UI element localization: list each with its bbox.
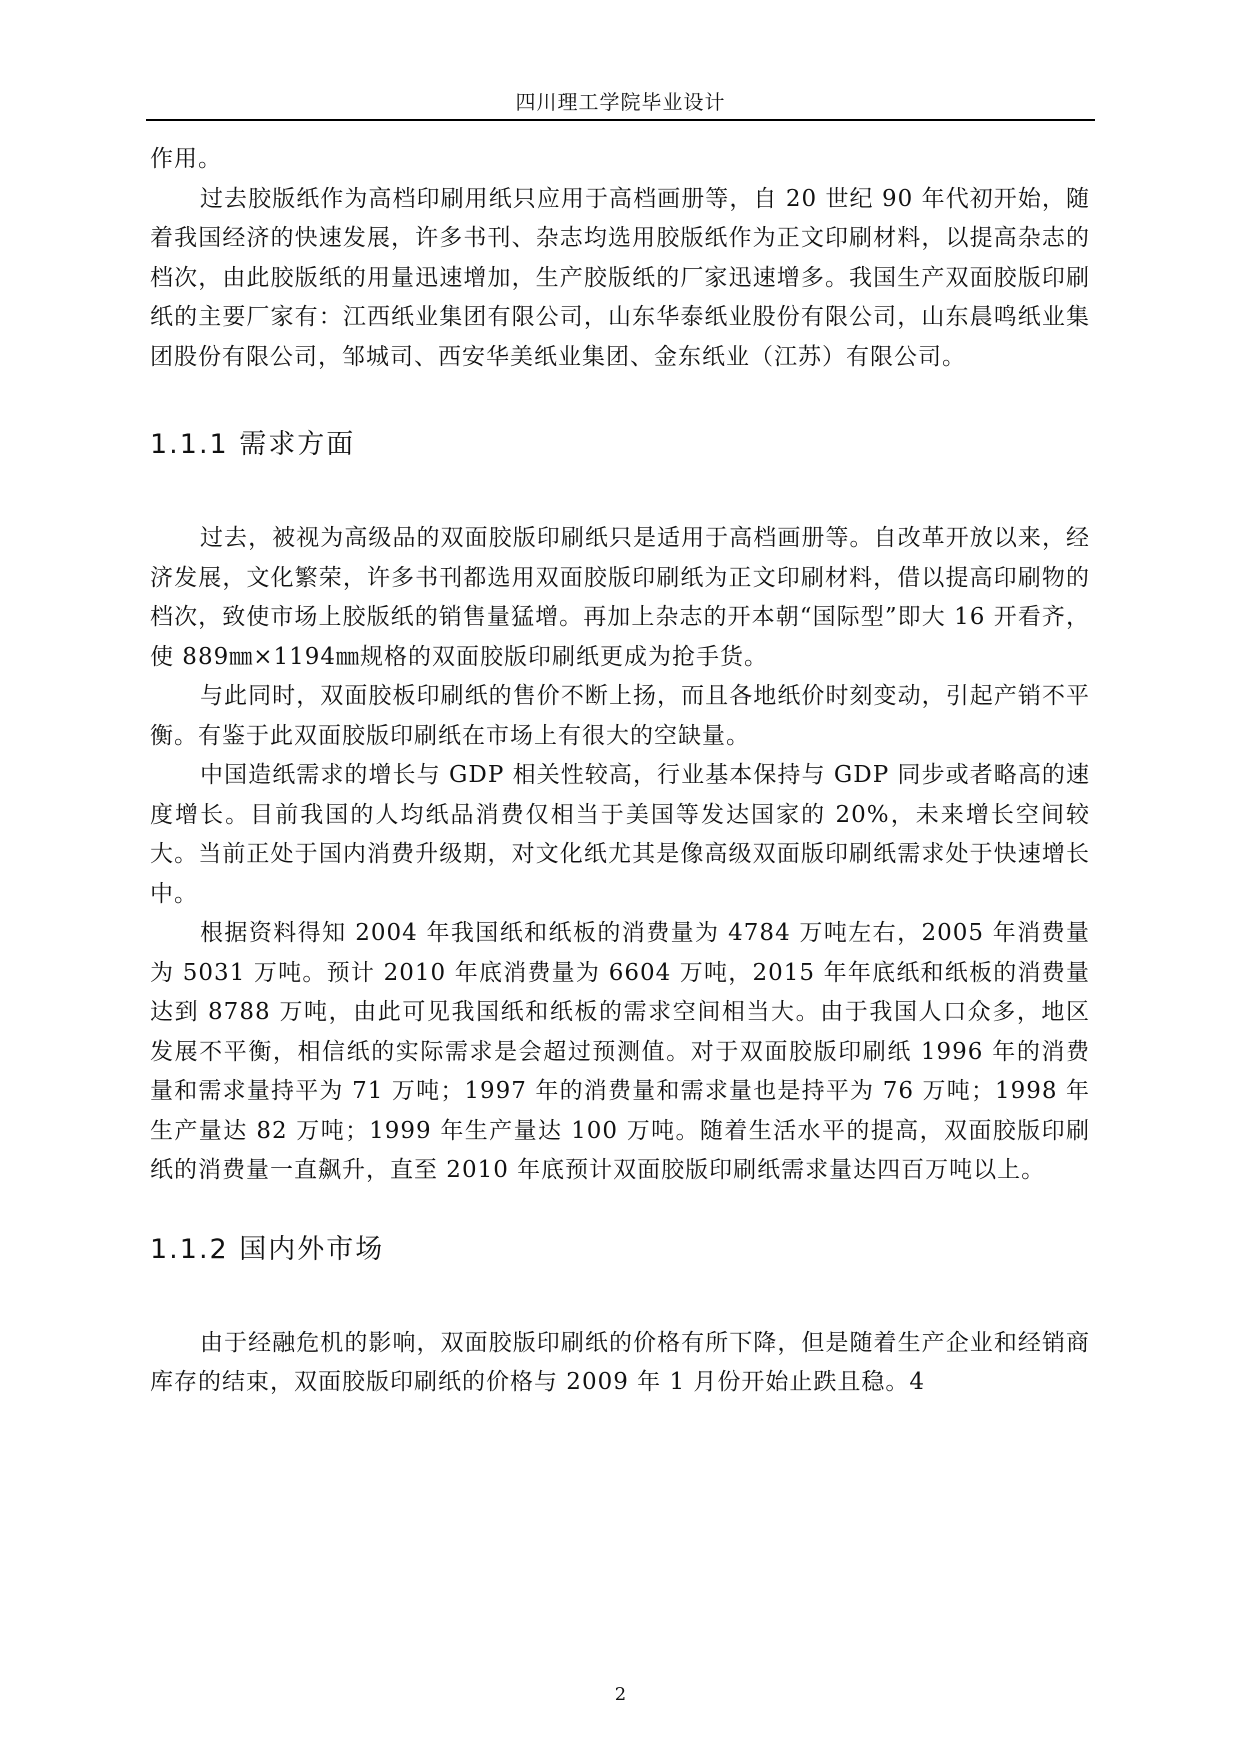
page-header-title: 四川理工学院毕业设计 [515, 90, 726, 114]
paragraph-continuation: 作用。 [150, 146, 222, 172]
page-number: 2 [614, 1684, 627, 1705]
paragraph-gdp-correlation: 中国造纸需求的增长与 GDP 相关性较高，行业基本保持与 GDP 同步或者略高的速度增长。目前我国的人均纸品消费仅相当于美国等发达国家的 20%，未来增长空间较大。当前正处于国内消费升级期，对文化纸尤其是像高级双面版印刷纸需求处于快速增长中。 [150, 762, 1090, 907]
section-heading-demand: 1.1.1 需求方面 [150, 429, 356, 460]
header-divider [146, 119, 1095, 121]
document-body [150, 140, 1090, 1403]
paragraph-offset-paper-history: 过去胶版纸作为高档印刷用纸只应用于高档画册等，自 20 世纪 90 年代初开始，随着我国经济的快速发展，许多书刊、杂志均选用胶版纸作为正文印刷材料，以提高杂志的档次，由此胶版纸的用量迅速增加，生产胶版纸的厂家迅速增多。我国生产双面胶版印刷纸的主要厂家有：江西纸业集团有限公司，山东华泰纸业股份有限公司，山东晨鸣纸业集团股份有限公司，邹城司、西安华美纸业集团、金东纸业（江苏）有限公司。 [150, 185, 1090, 370]
paragraph-price-rise: 与此同时，双面胶板印刷纸的售价不断上扬，而且各地纸价时刻变动，引起产销不平衡。有鉴于此双面胶版印刷纸在市场上有很大的空缺量。 [150, 683, 1090, 749]
paragraph-market-price: 由于经融危机的影响，双面胶版印刷纸的价格有所下降，但是随着生产企业和经销商库存的结束，双面胶版印刷纸的价格与 2009 年 1 月份开始止跌且稳。4 [150, 1329, 1090, 1395]
paragraph-consumption-data: 根据资料得知 2004 年我国纸和纸板的消费量为 4784 万吨左右，2005 年消费量为 5031 万吨。预计 2010 年底消费量为 6604 万吨，2015 年年底纸和纸板的消费量达到 8788 万吨，由此可见我国纸和纸板的需求空间相当大。由于我国人口众多，地区发展不平衡，相信纸的实际需求是会超过预测值。对于双面胶版印刷纸 1996 年的消费量和需求量持平为 71 万吨；1997 年的消费量和需求量也是持平为 76 万吨；1998 年生产量达 82 万吨；1999 年生产量达 100 万吨。随着生活水平的提高，双面胶版印刷纸的消费量一直飙升，直至 2010 年底预计双面胶版印刷纸需求量达四百万吨以上。 [150, 920, 1090, 1183]
paragraph-demand-history: 过去，被视为高级品的双面胶版印刷纸只是适用于高档画册等。自改革开放以来，经济发展，文化繁荣，许多书刊都选用双面胶版印刷纸为正文印刷材料，借以提高印刷物的档次，致使市场上胶版纸的销售量猛增。再加上杂志的开本朝“国际型”即大 16 开看齐，使 889㎜×1194㎜规格的双面胶版印刷纸更成为抢手货。 [150, 525, 1090, 670]
section-heading-market: 1.1.2 国内外市场 [150, 1233, 385, 1265]
